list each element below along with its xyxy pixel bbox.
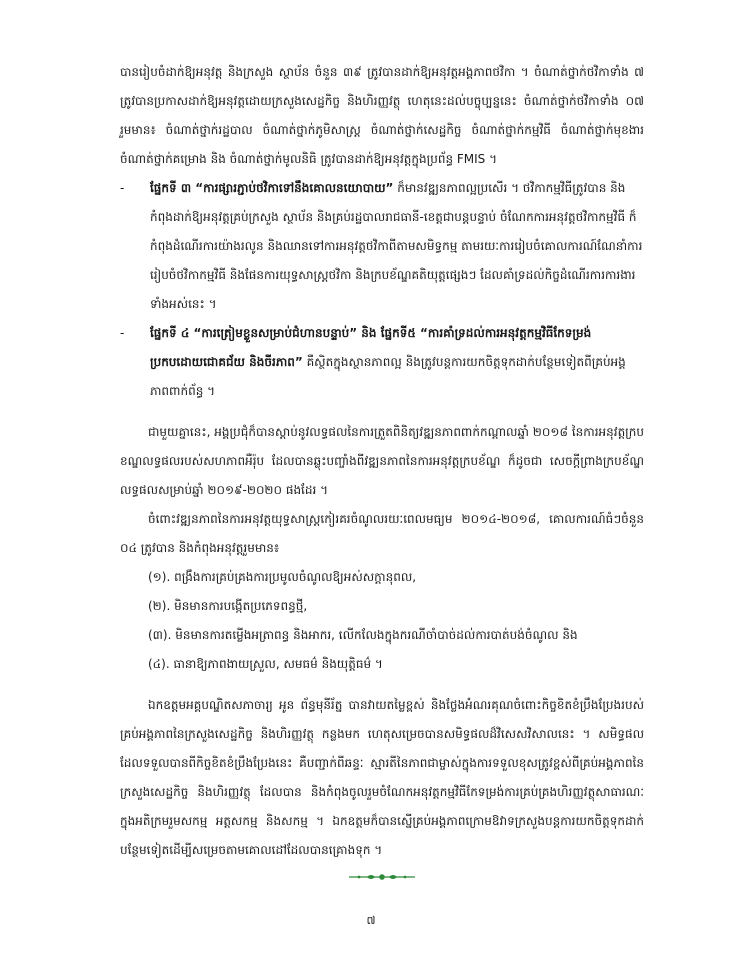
bullet-text: ក៏មានវឌ្ឍនភាពល្អប្រសើរ ។ ថវិកាកម្មវិធីត្រូវបាន និងកំពុងដាក់ឱ្យអនុវត្តគ្រប់ក្រសួង ស្ថាប័ន និងគ្រប់រដ្ឋបាលរាជធានី-ខេត្តជាបន្តបន្ទាប់ ចំណែកការអនុវត្តថវិកាកម្មវិធី ក៏កំពុងដំណើរការយ៉ាងរលូន និងឈានទៅការអនុវត្តថវិកាពីតាមសមិទ្ធកម្ម តាមរយៈការរៀបចំគោលការណ៍ណែនាំការរៀបចំថវិកាកម្មវិធី និងផែនការយុទ្ធសាស្ត្រថវិកា និងក្របខ័ណ្ឌគតិយុត្តផ្សេងៗ ដែលគាំទ្រដល់កិច្ចដំណើរការការងារទាំងអស់នេះ ។ [150,181,643,311]
page-number: ៧ [366,914,376,927]
numbered-item: (៣). មិនមានការតម្លើងអត្រាពន្ធ និងអាករ, លើកលែងក្នុងករណីចាំបាច់ដល់ការបាត់បង់ចំណូល និង [148,628,578,642]
divider-ornament [120,871,644,883]
bullet-heading: ផ្នែកទី ៣ “ការផ្សារភ្ជាប់ថវិកាទៅនឹងគោលនយោបាយ” [150,181,394,195]
bullet-text: គឺស្ថិតក្នុងស្ថានភាពល្អ និងត្រូវបន្តការយកចិត្តទុកដាក់បន្ថែមទៀតពីគ្រប់អង្គភាពពាក់ព័ន្ធ ។ [150,355,626,398]
paragraph-eu-results: ជាមួយគ្នានេះ, អង្គប្រជុំក៏បានស្តាប់នូវលទ្ធផលនៃការត្រួតពិនិត្យវឌ្ឍនភាពពាក់កណ្តាលឆ្នាំ ២០១៨ នៃការអនុវត្តក្របខណ្ឌលទ្ធផលរបស់សហភាពអឺរ៉ុប ដែលបានឆ្លុះបញ្ចាំងពីវឌ្ឍនភាពនៃការអនុវត្តក្របខ័ណ្ឌ ក៏ដូចជា សេចក្តីព្រាងក្របខ័ណ្ឌលទ្ធផលសម្រាប់ឆ្នាំ ២០១៩-២០២០ ផងដែរ ។ [120,425,644,497]
paragraph-closing: ឯកឧត្តមអគ្គបណ្ឌិតសភាចារ្យ អូន ព័ន្ធមុនីរ័ត្ន បានវាយតម្លៃខ្ពស់ និងថ្លែងអំណរគុណចំពោះកិច្ចខិតខំប្រឹងប្រែងរបស់គ្រប់អង្គភាពនៃក្រសួងសេដ្ឋកិច្ច និងហិរញ្ញវត្ថុ កន្លងមក ហេតុសម្រេចបានសមិទ្ធផលដ៏វិសេសវិសាលនេះ ។ សមិទ្ធផលដែលទទួលបានពីកិច្ចខិតខំប្រឹងប្រែងនេះ គឺបញ្ជាក់ពីឆន្ទៈ ស្មារតីនៃភាពជាម្ចាស់ក្នុងការទទួលខុសត្រូវខ្ពស់ពីគ្រប់អង្គភាពនៃក្រសួងសេដ្ឋកិច្ច និងហិរញ្ញវត្ថុ ដែលបាន និងកំពុងចូលរួមចំណែកអនុវត្តកម្មវិធីកែទម្រង់ការគ្រប់គ្រងហិរញ្ញវត្ថុសាធារណៈក្នុងអតិក្រមរួមសកម្ម អត្តសកម្ម និងសកម្ម ។ ឯកឧត្តមក៏បានស្នើគ្រប់អង្គភាពក្រោមឱវាទក្រសួងបន្តការយកចិត្តទុកដាក់បន្ថែមទៀតដើម្បីសម្រេចតាមគោលដៅដែលបានគ្រោងទុក ។ [120,698,644,857]
bullet-heading: ផ្នែកទី ៤ “ការត្រៀមខ្លួនសម្រាប់ជំហានបន្ទាប់” និង ផ្នែកទី៥ “ការគាំទ្រដល់ការអនុវត្តកម្មវិធីកែទម្រង់ប្រកបដោយជោគជ័យ និងចីរភាព” [150,326,592,369]
numbered-item: (២). មិនមានការបង្កើតប្រភេទពន្ធថ្មី, [148,599,308,613]
intro-paragraph: បានរៀបចំដាក់ឱ្យអនុវត្ត និងក្រសួង ស្ថាប័ន ចំនួន ៣៩ ត្រូវបានដាក់ឱ្យអនុវត្តអង្គភាពថវិកា ។ ចំណាត់ថ្នាក់ថវិកាទាំង ៧ ត្រូវបានប្រកាសដាក់ឱ្យអនុវត្តដោយក្រសួងសេដ្ឋកិច្ច និងហិរញ្ញវត្ថុ ហេតុនេះដល់បច្ចុប្បន្ននេះ ចំណាត់ថ្នាក់ថវិកាទាំង ០៧ រួមមាន៖ ចំណាត់ថ្នាក់រដ្ឋបាល ចំណាត់ថ្នាក់ភូមិសាស្ត្រ ចំណាត់ថ្នាក់សេដ្ឋកិច្ច ចំណាត់ថ្នាក់កម្មវិធី ចំណាត់ថ្នាក់មុខងារ ចំណាត់ថ្នាក់គម្រោង និង ចំណាត់ថ្នាក់មូលនិធិ ត្រូវបានដាក់ឱ្យអនុវត្តក្នុងប្រព័ន្ធ FMIS ។ [120,65,644,166]
ornament-icon [347,871,417,883]
bullet-list [120,174,644,406]
numbered-item: (៤). ធានាឱ្យភាពងាយស្រួល, សមធម៌ និងយុត្តិធម៌ ។ [148,657,383,671]
paragraph-revenue-strategy: ចំពោះវឌ្ឍនភាពនៃការអនុវត្តយុទ្ធសាស្ត្រកៀរគរចំណូលរយៈពេលមធ្យម ២០១៤-២០១៨, គោលការណ៍ធំៗចំនួន ០៤ ត្រូវបាន និងកំពុងអនុវត្តរួមមាន៖ [120,512,644,555]
bullet-dash: - [120,326,125,340]
bullet-item [120,319,644,406]
bullet-dash: - [120,181,125,195]
bullet-item [120,174,644,319]
numbered-item: (១). ពង្រឹងការគ្រប់គ្រងការប្រមូលចំណូលឱ្យអស់សក្តានុពល, [148,570,417,584]
numbered-list [120,563,644,679]
